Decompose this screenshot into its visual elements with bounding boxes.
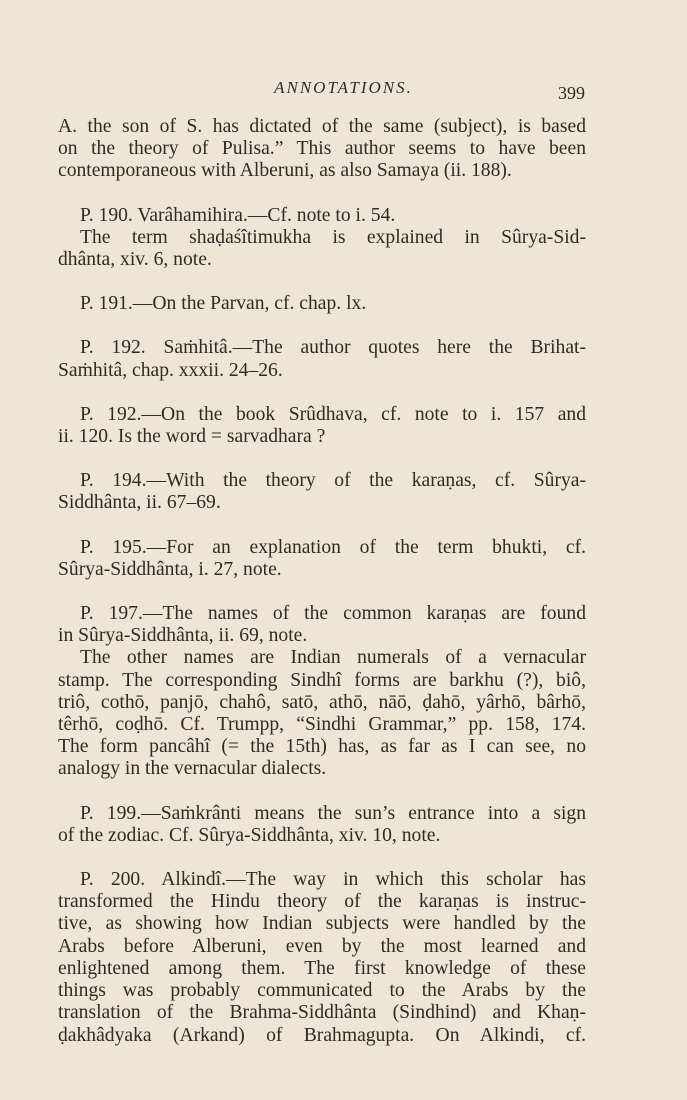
annotation-p195: [58, 537, 586, 581]
text-line: Arabs before Alberuni, even by the most learned and: [58, 935, 586, 957]
annotation-p197: [58, 603, 586, 781]
text-line: dhânta, xiv. 6, note.: [58, 249, 212, 271]
annotation-p192-samhita: [58, 337, 586, 381]
paragraph: [58, 116, 586, 183]
text-line: in Sûrya-Siddhânta, ii. 69, note.: [58, 625, 308, 647]
text-line: P. 197.—The names of the common karaṇas are found: [80, 603, 586, 625]
text-line: Saṁhitâ, chap. xxxii. 24–26.: [58, 359, 283, 381]
annotation-p191: [58, 293, 586, 315]
text-line: tive, as showing how Indian subjects were handled by the: [58, 913, 586, 935]
running-head: ANNOTATIONS.: [274, 78, 413, 97]
annotation-p190: [58, 205, 586, 272]
page-number: 399: [558, 83, 585, 103]
text-line: enlightened among them. The first knowledge of these: [58, 957, 586, 979]
text-line: triô, cothō, panjō, chahô, satō, athō, nāō, ḍahō, yârhō, bârhō,: [58, 691, 586, 713]
text-line: The form pancâhî (= the 15th) has, as far as I can see, no: [58, 736, 586, 758]
text-line: P. 195.—For an explanation of the term bhukti, cf.: [80, 536, 586, 558]
text-line: Sûrya-Siddhânta, i. 27, note.: [58, 558, 282, 580]
text-line: analogy in the vernacular dialects.: [58, 758, 327, 780]
text-line: ḍakhâdyaka (Arkand) of Brahmagupta. On Alkindi, cf.: [58, 1024, 586, 1046]
text-line: P. 200. Alkindî.—The way in which this scholar has: [80, 869, 586, 891]
annotation-p200: [58, 869, 586, 1047]
text-line: P. 192. Saṁhitâ.—The author quotes here the Brihat-: [80, 337, 586, 359]
text-line: translation of the Brahma-Siddhânta (Sindhind) and Khaṇ-: [58, 1002, 586, 1024]
text-line: stamp. The corresponding Sindhî forms are barkhu (?), biô,: [58, 669, 586, 691]
text-line: P. 199.—Saṁkrânti means the sun’s entrance into a sign: [80, 802, 586, 824]
text-line: Siddhânta, ii. 67–69.: [58, 492, 221, 514]
annotation-p199: [58, 803, 586, 847]
annotation-p192-srudhava: [58, 404, 586, 448]
text-line: P. 194.—With the theory of the karaṇas, cf. Sûrya-: [80, 470, 586, 492]
text-line: ii. 120. Is the word = sarvadhara ?: [58, 426, 326, 448]
text-line: transformed the Hindu theory of the karaṇas is instruc-: [58, 891, 586, 913]
annotation-text: [58, 116, 586, 1047]
text-line: things was probably communicated to the Arabs by the: [58, 980, 586, 1002]
text-line: on the theory of Pulisa.” This author seems to have been: [58, 138, 586, 160]
text-line: A. the son of S. has dictated of the same (subject), is based: [58, 116, 586, 137]
text-line: P. 192.—On the book Srûdhava, cf. note to i. 157 and: [80, 403, 586, 425]
text-line: The term shaḍaśîtimukha is explained in Sûrya-Sid-: [80, 226, 586, 248]
text-line: P. 191.—On the Parvan, cf. chap. lx.: [80, 293, 367, 315]
text-line: of the zodiac. Cf. Sûrya-Siddhânta, xiv. 10, note.: [58, 824, 441, 846]
text-line: P. 190. Varâhamihira.—Cf. note to i. 54.: [80, 204, 396, 226]
annotation-p194: [58, 470, 586, 514]
text-line: contemporaneous with Alberuni, as also Samaya (ii. 188).: [58, 160, 512, 182]
text-line: The other names are Indian numerals of a vernacular: [80, 647, 586, 669]
text-line: têrhō, coḍhō. Cf. Trumpp, “Sindhi Grammar,” pp. 158, 174.: [58, 714, 586, 736]
